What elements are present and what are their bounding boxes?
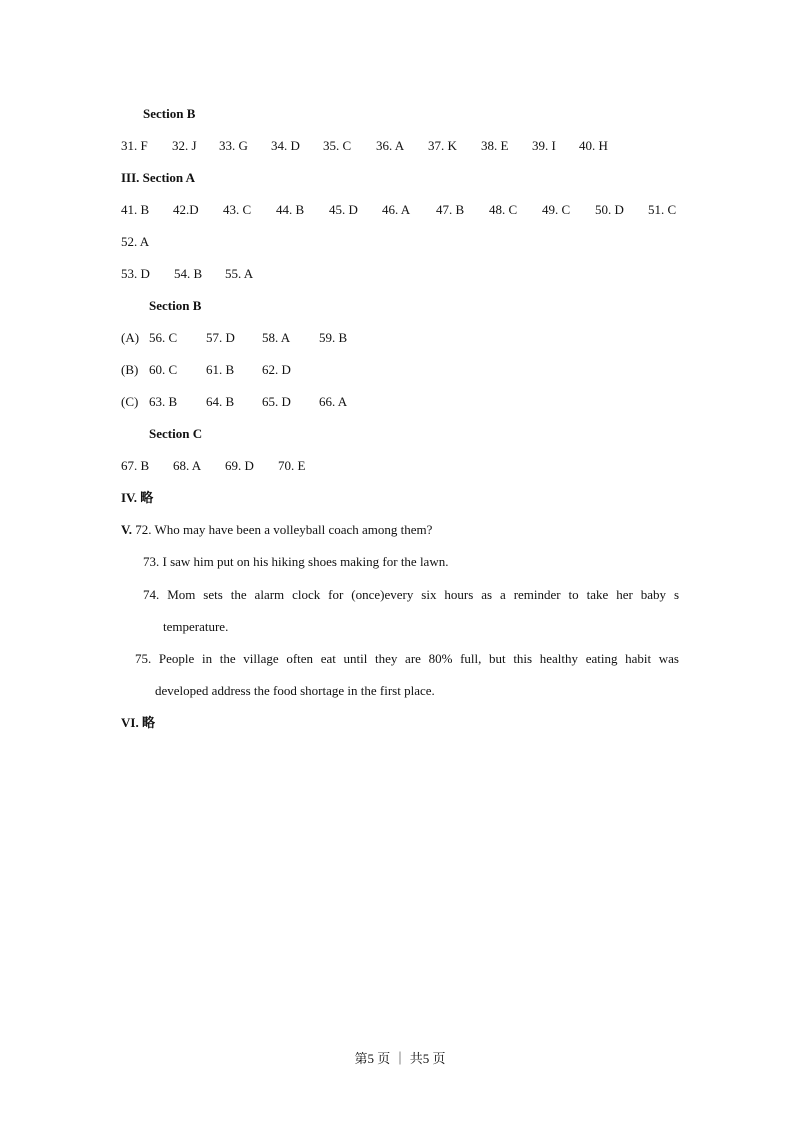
question-74-line-1: 74. Mom sets the alarm clock for (once)every six hours as a reminder to take her baby s	[143, 587, 679, 602]
group-label-b: (B)	[121, 362, 139, 377]
answer-49: 49. C	[542, 202, 571, 217]
answer-41: 41. B	[121, 202, 150, 217]
section-b-2-heading: Section B	[149, 298, 202, 313]
part-5-heading: V.	[121, 522, 132, 537]
answer-60: 60. C	[149, 362, 178, 377]
answer-48: 48. C	[489, 202, 518, 217]
answer-62: 62. D	[262, 362, 291, 377]
answer-43: 43. C	[223, 202, 252, 217]
question-75-line-2: developed address the food shortage in the first place.	[155, 683, 435, 698]
answer-34: 34. D	[271, 138, 300, 153]
answer-47: 47. B	[436, 202, 465, 217]
answer-53: 53. D	[121, 266, 150, 281]
answer-44: 44. B	[276, 202, 305, 217]
section-b-heading: Section B	[143, 106, 196, 121]
answer-64: 64. B	[206, 394, 235, 409]
answer-36: 36. A	[376, 138, 405, 153]
answer-70: 70. E	[278, 458, 306, 473]
answer-45: 45. D	[329, 202, 358, 217]
answer-31: 31. F	[121, 138, 148, 153]
answer-38: 38. E	[481, 138, 509, 153]
answer-51: 51. C	[648, 202, 677, 217]
answer-63: 63. B	[149, 394, 178, 409]
answer-54: 54. B	[174, 266, 203, 281]
answer-37: 37. K	[428, 138, 457, 153]
group-label-c: (C)	[121, 394, 139, 409]
answer-55: 55. A	[225, 266, 254, 281]
answer-39: 39. I	[532, 138, 556, 153]
answer-68: 68. A	[173, 458, 202, 473]
part-5-line-72	[121, 522, 432, 538]
part-6-heading: VI. 略	[121, 715, 155, 730]
answer-57: 57. D	[206, 330, 235, 345]
answer-32: 32. J	[172, 138, 197, 153]
answer-67: 67. B	[121, 458, 150, 473]
question-74-line-2: temperature.	[163, 619, 229, 634]
answer-35: 35. C	[323, 138, 352, 153]
page-footer: 第5 页 ｜ 共5 页	[354, 1051, 446, 1066]
answer-69: 69. D	[225, 458, 254, 473]
answer-52: 52. A	[121, 234, 150, 249]
answer-59: 59. B	[319, 330, 348, 345]
section-c-heading: Section C	[149, 426, 203, 441]
answer-50: 50. D	[595, 202, 624, 217]
question-73: 73. I saw him put on his hiking shoes making for the lawn.	[143, 554, 449, 569]
answer-40: 40. H	[579, 138, 608, 153]
part-4-heading: IV. 略	[121, 490, 154, 505]
answer-58: 58. A	[262, 330, 291, 345]
answer-56: 56. C	[149, 330, 178, 345]
answer-46: 46. A	[382, 202, 411, 217]
answer-42: 42.D	[173, 202, 199, 217]
group-label-a: (A)	[121, 330, 140, 345]
question-72: 72. Who may have been a volleyball coach among them?	[135, 522, 433, 537]
answer-65: 65. D	[262, 394, 291, 409]
answer-66: 66. A	[319, 394, 348, 409]
answer-33: 33. G	[219, 138, 248, 153]
question-75-line-1: 75. People in the village often eat until they are 80% full, but this healthy eating habit was	[135, 651, 679, 666]
answer-61: 61. B	[206, 362, 235, 377]
part-3-heading: III. Section A	[121, 170, 196, 185]
